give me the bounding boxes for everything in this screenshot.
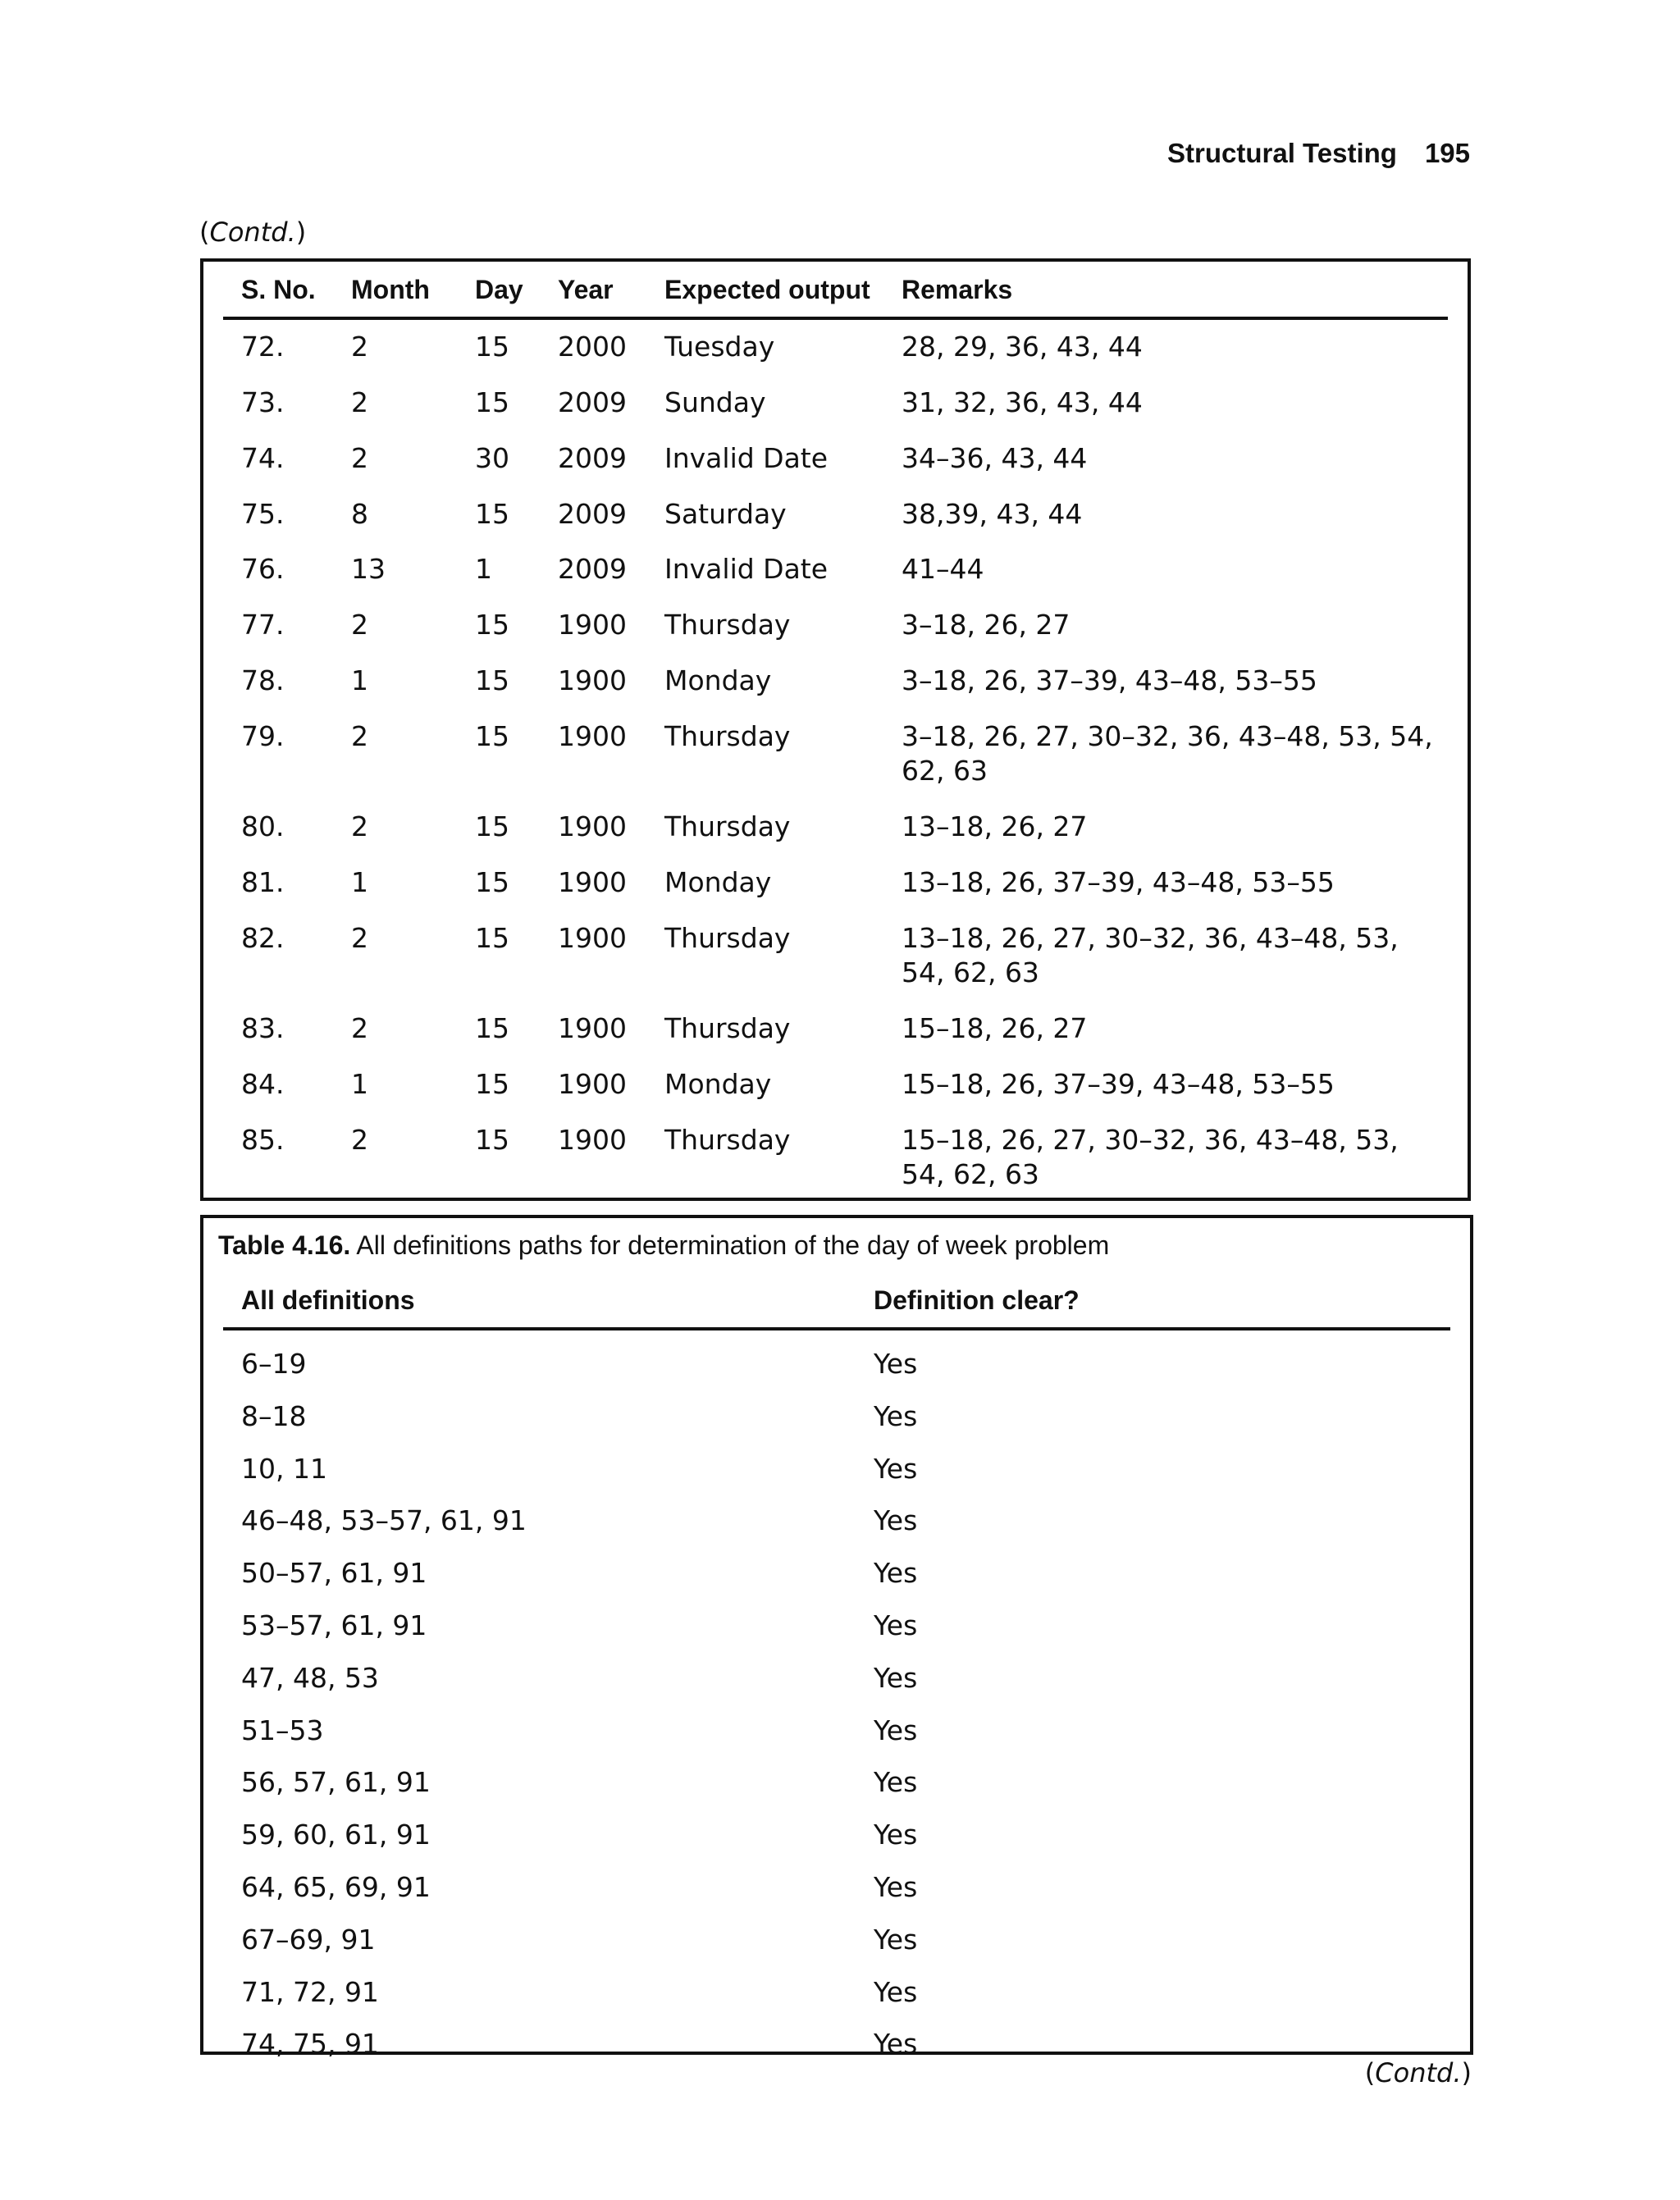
cell-day: 15 [475, 331, 509, 363]
cell-year: 2000 [558, 331, 627, 363]
cell-definition-clear: Yes [874, 1452, 918, 1485]
cell-definition: 71, 72, 91 [241, 1975, 379, 2008]
cell-year: 1900 [558, 866, 627, 898]
cell-definition-clear: Yes [874, 1975, 918, 2008]
cell-definition-clear: Yes [874, 1766, 918, 1799]
table-row [223, 1067, 1448, 1116]
cell-day: 15 [475, 1012, 509, 1044]
cell-day: 30 [475, 442, 509, 474]
cell-year: 2009 [558, 553, 627, 585]
table-row [223, 386, 1448, 435]
cell-definition-clear: Yes [874, 1819, 918, 1851]
cell-month: 2 [351, 1012, 368, 1044]
cell-day: 1 [475, 553, 492, 585]
running-head [1167, 138, 1470, 169]
definitions-table-header [223, 1276, 1450, 1330]
cell-sno: 82. [241, 922, 285, 954]
table-row [223, 330, 1448, 379]
cell-day: 15 [475, 609, 509, 641]
cell-definition-clear: Yes [874, 1609, 918, 1641]
cell-definition: 53–57, 61, 91 [241, 1609, 427, 1641]
table-row [223, 497, 1448, 546]
table-row [223, 1556, 1450, 1609]
header-remarks: Remarks [902, 275, 1013, 304]
cell-sno: 79. [241, 720, 285, 752]
cell-month: 2 [351, 922, 368, 954]
cell-definition-clear: Yes [874, 1661, 918, 1694]
cell-month: 1 [351, 1068, 368, 1100]
cell-year: 1900 [558, 720, 627, 752]
cell-year: 1900 [558, 1068, 627, 1100]
cell-definition: 10, 11 [241, 1452, 327, 1485]
cell-definition: 47, 48, 53 [241, 1661, 379, 1694]
cell-day: 15 [475, 1124, 509, 1156]
header-day: Day [475, 275, 523, 304]
cell-definition-clear: Yes [874, 1504, 918, 1537]
cell-day: 15 [475, 922, 509, 954]
table-row [223, 552, 1448, 601]
cell-year: 1900 [558, 810, 627, 842]
cell-year: 2009 [558, 498, 627, 530]
cell-sno: 75. [241, 498, 285, 530]
cell-expected-output: Invalid Date [664, 442, 829, 474]
cell-definition: 6–19 [241, 1348, 307, 1380]
cell-month: 8 [351, 498, 368, 530]
cell-definition-clear: Yes [874, 2028, 918, 2061]
cell-year: 1900 [558, 1124, 627, 1156]
header-sno: S. No. [241, 275, 316, 304]
cell-definition-clear: Yes [874, 1557, 918, 1590]
table-row [223, 1714, 1450, 1766]
cell-remarks: 3–18, 26, 27 [902, 609, 1071, 641]
cell-remarks: 15–18, 26, 27, 30–32, 36, 43–48, 53, 54, 62, 63 [902, 1124, 1399, 1190]
cell-month: 13 [351, 553, 386, 585]
test-case-table-header [223, 262, 1448, 320]
cell-remarks: 13–18, 26, 27, 30–32, 36, 43–48, 53, 54, 62, 63 [902, 922, 1399, 988]
cell-expected-output: Thursday [664, 1124, 791, 1156]
cell-expected-output: Thursday [664, 1012, 791, 1044]
cell-remarks: 3–18, 26, 27, 30–32, 36, 43–48, 53, 54, 62, 63 [902, 720, 1433, 787]
table-row [223, 1452, 1450, 1504]
cell-remarks: 3–18, 26, 37–39, 43–48, 53–55 [902, 664, 1317, 696]
contd-paren-close: ) [1461, 2057, 1472, 2088]
cell-definition: 56, 57, 61, 91 [241, 1766, 431, 1799]
cell-sno: 73. [241, 386, 285, 418]
cell-year: 2009 [558, 442, 627, 474]
cell-definition: 59, 60, 61, 91 [241, 1819, 431, 1851]
cell-sno: 84. [241, 1068, 285, 1100]
cell-expected-output: Monday [664, 1068, 772, 1100]
table-row [223, 1923, 1450, 1975]
header-all-definitions: All definitions [241, 1285, 415, 1315]
cell-day: 15 [475, 498, 509, 530]
cell-sno: 78. [241, 664, 285, 696]
cell-expected-output: Thursday [664, 720, 791, 752]
cell-remarks: 15–18, 26, 37–39, 43–48, 53–55 [902, 1068, 1335, 1100]
table-row [223, 1661, 1450, 1714]
cell-month: 2 [351, 720, 368, 752]
cell-sno: 77. [241, 609, 285, 641]
cell-year: 1900 [558, 664, 627, 696]
cell-year: 1900 [558, 922, 627, 954]
table-row [223, 810, 1448, 859]
cell-sno: 72. [241, 331, 285, 363]
cell-definition-clear: Yes [874, 1348, 918, 1380]
cell-day: 15 [475, 664, 509, 696]
cell-expected-output: Thursday [664, 810, 791, 842]
cell-expected-output: Monday [664, 664, 772, 696]
contd-label-top [199, 217, 306, 248]
header-year: Year [558, 275, 614, 304]
table-row [223, 719, 1448, 787]
cell-expected-output: Sunday [664, 386, 766, 418]
contd-word: Contd. [209, 217, 296, 248]
cell-definition-clear: Yes [874, 1871, 918, 1903]
contd-label-bottom [1365, 2057, 1472, 2088]
running-head-title: Structural Testing [1167, 138, 1397, 168]
table-row [223, 1399, 1450, 1452]
table-row [223, 1765, 1450, 1818]
cell-expected-output: Thursday [664, 609, 791, 641]
cell-day: 15 [475, 386, 509, 418]
table-row [223, 1818, 1450, 1870]
cell-definition: 51–53 [241, 1714, 324, 1746]
cell-year: 1900 [558, 1012, 627, 1044]
cell-year: 1900 [558, 609, 627, 641]
cell-remarks: 34–36, 43, 44 [902, 442, 1088, 474]
cell-definition: 64, 65, 69, 91 [241, 1871, 431, 1903]
cell-month: 2 [351, 609, 368, 641]
contd-paren-open: ( [199, 217, 210, 248]
cell-remarks: 31, 32, 36, 43, 44 [902, 386, 1143, 418]
cell-definition: 74, 75, 91 [241, 2028, 379, 2061]
header-definition-clear: Definition clear? [874, 1285, 1080, 1315]
cell-definition: 8–18 [241, 1399, 307, 1432]
cell-day: 15 [475, 720, 509, 752]
header-expected-output: Expected output [664, 275, 870, 304]
cell-day: 15 [475, 866, 509, 898]
cell-month: 1 [351, 866, 368, 898]
cell-month: 2 [351, 810, 368, 842]
cell-day: 15 [475, 810, 509, 842]
cell-remarks: 15–18, 26, 27 [902, 1012, 1088, 1044]
page-number: 195 [1424, 138, 1470, 168]
cell-expected-output: Invalid Date [664, 553, 829, 585]
cell-definition: 46–48, 53–57, 61, 91 [241, 1504, 527, 1537]
cell-month: 2 [351, 386, 368, 418]
cell-sno: 76. [241, 553, 285, 585]
cell-remarks: 41–44 [902, 553, 984, 585]
cell-remarks: 13–18, 26, 27 [902, 810, 1088, 842]
table-row [223, 1975, 1450, 2028]
table-row [223, 608, 1448, 657]
cell-remarks: 38,39, 43, 44 [902, 498, 1083, 530]
cell-definition-clear: Yes [874, 1399, 918, 1432]
cell-expected-output: Tuesday [664, 331, 775, 363]
table-row [223, 1123, 1448, 1190]
cell-remarks: 28, 29, 36, 43, 44 [902, 331, 1143, 363]
cell-day: 15 [475, 1068, 509, 1100]
cell-month: 2 [351, 442, 368, 474]
table-caption [218, 1230, 1109, 1261]
contd-paren-open: ( [1364, 2057, 1376, 2088]
cell-sno: 85. [241, 1124, 285, 1156]
table-row [223, 921, 1448, 988]
cell-sno: 81. [241, 866, 285, 898]
table-row [223, 1609, 1450, 1661]
test-case-table [200, 258, 1471, 1201]
cell-expected-output: Saturday [664, 498, 787, 530]
cell-definition-clear: Yes [874, 1714, 918, 1746]
cell-expected-output: Monday [664, 866, 772, 898]
table-row [223, 664, 1448, 713]
cell-month: 1 [351, 664, 368, 696]
table-row [223, 2027, 1450, 2079]
table-row [223, 1347, 1450, 1399]
table-row [223, 1504, 1450, 1556]
table-caption-label: Table 4.16. [218, 1230, 351, 1260]
cell-definition: 67–69, 91 [241, 1923, 376, 1956]
cell-definition-clear: Yes [874, 1923, 918, 1956]
cell-year: 2009 [558, 386, 627, 418]
cell-remarks: 13–18, 26, 37–39, 43–48, 53–55 [902, 866, 1335, 898]
cell-sno: 83. [241, 1012, 285, 1044]
table-caption-text: All definitions paths for determination of the day of week problem [356, 1230, 1110, 1260]
header-month: Month [351, 275, 430, 304]
table-row [223, 1011, 1448, 1061]
cell-sno: 74. [241, 442, 285, 474]
cell-month: 2 [351, 331, 368, 363]
cell-expected-output: Thursday [664, 922, 791, 954]
definitions-table [200, 1215, 1473, 2061]
cell-sno: 80. [241, 810, 285, 842]
contd-word: Contd. [1375, 2057, 1462, 2088]
contd-paren-close: ) [295, 217, 307, 248]
table-row [223, 1870, 1450, 1923]
cell-month: 2 [351, 1124, 368, 1156]
table-row [223, 865, 1448, 915]
table-row [223, 441, 1448, 491]
cell-definition: 50–57, 61, 91 [241, 1557, 427, 1590]
